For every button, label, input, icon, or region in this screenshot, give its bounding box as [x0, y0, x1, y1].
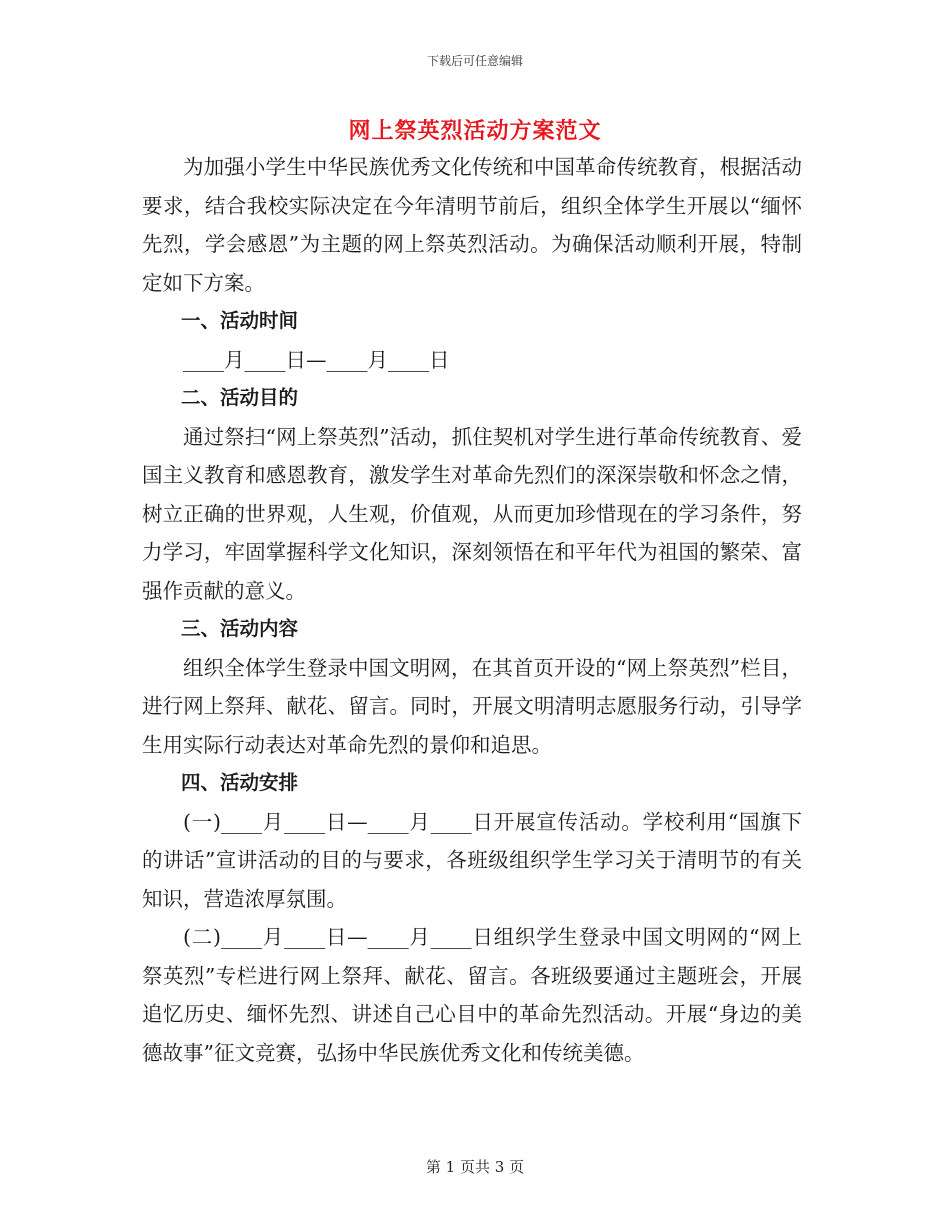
schedule-item-2: (二)____月____日—____月____日组织学生登录中国文明网的“网上祭英烈”专栏进行网上祭拜、献花、留言。各班级要通过主题班会，开展追忆历史、缅怀先烈、讲述自己心目中的革命先烈活动。开展“身边的美德故事”征文竞赛，弘扬中华民族优秀文化和传统美德。 — [142, 925, 802, 1065]
section-heading-schedule: 四、活动安排 — [181, 771, 299, 794]
document-body — [142, 148, 802, 1072]
purpose-paragraph: 通过祭扫“网上祭英烈”活动，抓住契机对学生进行革命传统教育、爱国主义教育和感恩教育，激发学生对革命先烈们的深深崇敬和怀念之情，树立正确的世界观，人生观，价值观，从而更加珍惜现在的学习条件，努力学习，牢固掌握科学文化知识，深刻领悟在和平年代为祖国的繁荣、富强作贡献的意义。 — [142, 424, 802, 603]
header-note: 下载后可任意编辑 — [426, 54, 523, 68]
section-heading-content: 三、活动内容 — [181, 617, 299, 640]
time-paragraph: ____月____日—____月____日 — [183, 347, 450, 372]
document-title: 网上祭英烈活动方案范文 — [348, 118, 602, 144]
intro-paragraph: 为加强小学生中华民族优秀文化传统和中国革命传统教育，根据活动要求，结合我校实际决定在今年清明节前后，组织全体学生开展以“缅怀先烈，学会感恩”为主题的网上祭英烈活动。为确保活动顺利开展，特制定如下方案。 — [142, 155, 802, 295]
section-heading-purpose: 二、活动目的 — [181, 386, 299, 409]
content-paragraph: 组织全体学生登录中国文明网，在其首页开设的“网上祭英烈”栏目，进行网上祭拜、献花、留言。同时，开展文明清明志愿服务行动，引导学生用实际行动表达对革命先烈的景仰和追思。 — [142, 655, 802, 757]
page-footer: 第 1 页共 3 页 — [425, 1158, 525, 1176]
schedule-item-1: (一)____月____日—____月____日开展宣传活动。学校利用“国旗下的讲话”宣讲活动的目的与要求，各班级组织学生学习关于清明节的有关知识，营造浓厚氛围。 — [142, 809, 802, 911]
section-heading-time: 一、活动时间 — [181, 309, 299, 332]
